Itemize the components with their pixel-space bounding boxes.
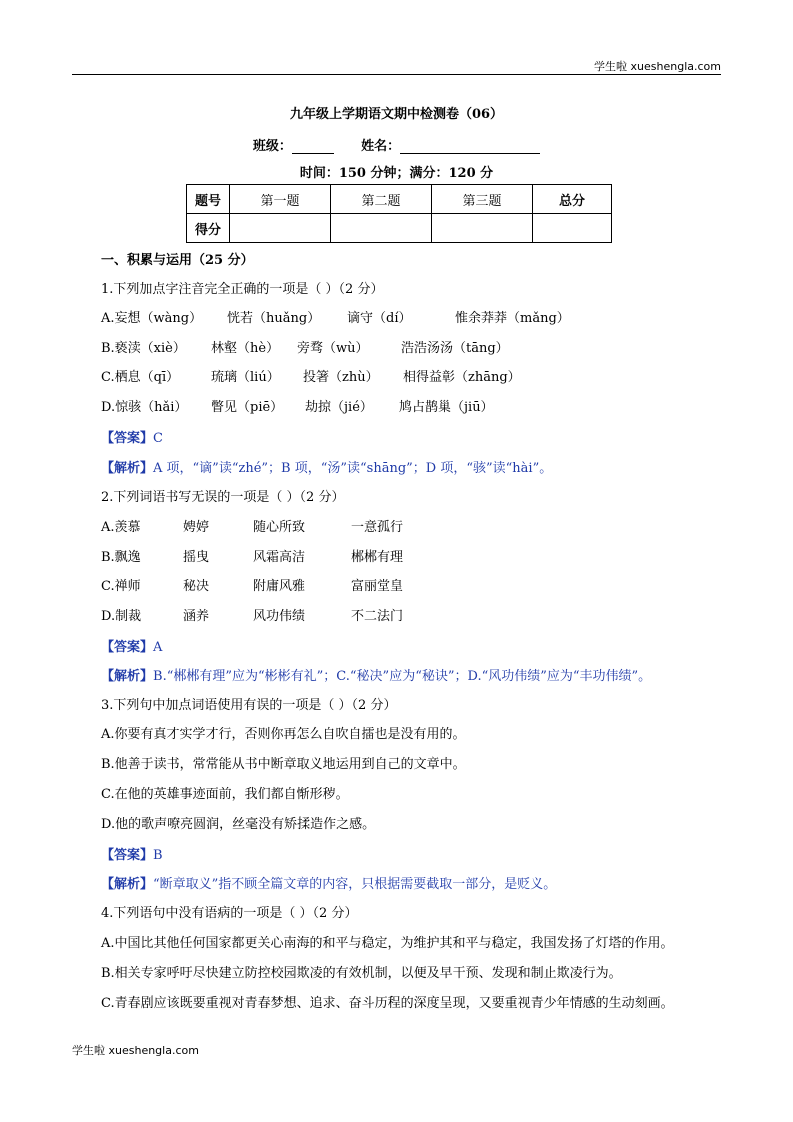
analysis-text: A 项，“谪”读“zhé”；B 项，“汤”读“shāng”；D 项，“骇”读“hài”。	[153, 461, 553, 476]
option-item: 相得益彰（zhāng）	[403, 370, 521, 385]
option-item: 瞥见（piē）	[211, 400, 284, 415]
answer-tag: 【答案】	[101, 431, 154, 446]
option-item: 风霜高洁	[253, 550, 306, 565]
option-item: B.飘逸	[101, 550, 141, 565]
question-stem: 2.下列词语书写无误的一项是（ ）（2 分）	[101, 490, 345, 505]
answer-value: A	[153, 640, 163, 655]
score-cell[interactable]	[331, 214, 432, 243]
question-stem: 3.下列句中加点词语使用有误的一项是（ ）（2 分）	[101, 698, 397, 713]
option-item: B.亵渎（xiè）	[101, 341, 186, 356]
option-item: 秘决	[183, 579, 210, 594]
option-item: B.他善于读书，常常能从书中断章取义地运用到自己的文章中。	[101, 757, 466, 772]
answer-value: C	[153, 431, 163, 446]
option-item: D.制裁	[101, 609, 142, 624]
table-row	[187, 185, 612, 214]
table-cell: 第二题	[331, 185, 432, 214]
score-cell[interactable]	[432, 214, 533, 243]
analysis-tag: 【解析】	[101, 461, 154, 476]
answer-tag: 【答案】	[101, 848, 154, 863]
analysis-text: B.“郴郴有理”应为“彬彬有礼”；C.“秘决”应为“秘诀”；D.“风功伟绩”应为“丰功伟绩”。	[153, 669, 652, 684]
answer-line	[101, 640, 162, 656]
option-item: C.禅师	[101, 579, 141, 594]
analysis-tag: 【解析】	[101, 669, 154, 684]
table-cell: 得分	[187, 214, 230, 243]
analysis-tag: 【解析】	[101, 877, 154, 892]
table-cell: 题号	[187, 185, 230, 214]
name-label: 姓名：	[361, 139, 401, 154]
option-item: 随心所致	[253, 520, 306, 535]
option-item: 投箸（zhù）	[303, 370, 379, 385]
option-item: 浩浩汤汤（tāng）	[401, 341, 509, 356]
class-field[interactable]	[292, 139, 334, 154]
option-item: 谪守（dí）	[347, 311, 412, 326]
option-item: 劫掠（jié）	[305, 400, 373, 415]
answer-line	[101, 848, 163, 864]
option-item: 涵养	[183, 609, 210, 624]
option-item: D.他的歌声嘹亮圆润，丝毫没有矫揉造作之感。	[101, 817, 376, 832]
score-table	[186, 184, 612, 243]
option-item: C.青春剧应该既要重视对青春梦想、追求、奋斗历程的深度呈现，又要重视青少年情感的生动刻画。	[101, 996, 674, 1011]
class-label: 班级：	[252, 139, 292, 154]
analysis-line	[101, 669, 651, 685]
exam-title: 九年级上学期语文期中检测卷（06）	[289, 107, 504, 122]
option-item: 琉璃（liú）	[211, 370, 280, 385]
option-item: 旁骛（wù）	[297, 341, 369, 356]
page-header	[72, 56, 721, 75]
analysis-line	[101, 877, 556, 893]
answer-value: B	[153, 848, 163, 863]
option-item: 不二法门	[351, 609, 404, 624]
option-item: 富丽堂皇	[351, 579, 404, 594]
question-stem: 1.下列加点字注音完全正确的一项是（ ）（2 分）	[101, 282, 384, 297]
score-cell[interactable]	[230, 214, 331, 243]
score-cell[interactable]	[533, 214, 612, 243]
option-item: 林壑（hè）	[211, 341, 280, 356]
option-item: A.妄想（wàng）	[101, 311, 203, 326]
time-score-line: 时间：150 分钟；满分：120 分	[299, 166, 494, 181]
answer-tag: 【答案】	[101, 640, 154, 655]
question-stem: 4.下列语句中没有语病的一项是（ ）（2 分）	[101, 906, 358, 921]
table-row	[187, 214, 612, 243]
option-item: 风功伟绩	[253, 609, 306, 624]
option-item: D.惊骇（hǎi）	[101, 400, 188, 415]
option-item: A.中国比其他任何国家都更关心南海的和平与稳定，为维护其和平与稳定，我国发扬了灯塔的作用。	[101, 936, 674, 951]
answer-line	[101, 431, 163, 447]
option-item: 惟余莽莽（mǎng）	[455, 311, 570, 326]
option-item: B.相关专家呼吁尽快建立防控校园欺凌的有效机制，以便及早干预、发现和制止欺凌行为。	[101, 966, 622, 981]
option-item: C.在他的英雄事迹面前，我们都自惭形秽。	[101, 787, 349, 802]
header-site-text: 学生啦 xueshengla.com	[594, 60, 721, 73]
option-item: 摇曳	[183, 550, 210, 565]
option-item: A.羡慕	[101, 520, 141, 535]
table-cell: 第三题	[432, 185, 533, 214]
option-item: 恍若（huǎng）	[227, 311, 321, 326]
option-item: 一意孤行	[351, 520, 404, 535]
table-cell: 第一题	[230, 185, 331, 214]
option-item: C.栖息（qī）	[101, 370, 180, 385]
analysis-line	[101, 461, 552, 477]
table-cell: 总分	[533, 185, 612, 214]
option-item: 附庸风雅	[253, 579, 306, 594]
student-info-line	[0, 135, 793, 154]
name-field[interactable]	[400, 139, 540, 154]
option-item: A.你要有真才实学才行，否则你再怎么自吹自擂也是没有用的。	[101, 727, 466, 742]
option-item: 娉婷	[183, 520, 210, 535]
section-heading: 一、积累与运用（25 分）	[101, 253, 254, 268]
analysis-text: “断章取义”指不顾全篇文章的内容，只根据需要截取一部分，是贬义。	[153, 877, 557, 892]
option-item: 郴郴有理	[351, 550, 404, 565]
footer-site-text: 学生啦 xueshengla.com	[72, 1044, 199, 1057]
option-item: 鸠占鹊巢（jiū）	[399, 400, 494, 415]
